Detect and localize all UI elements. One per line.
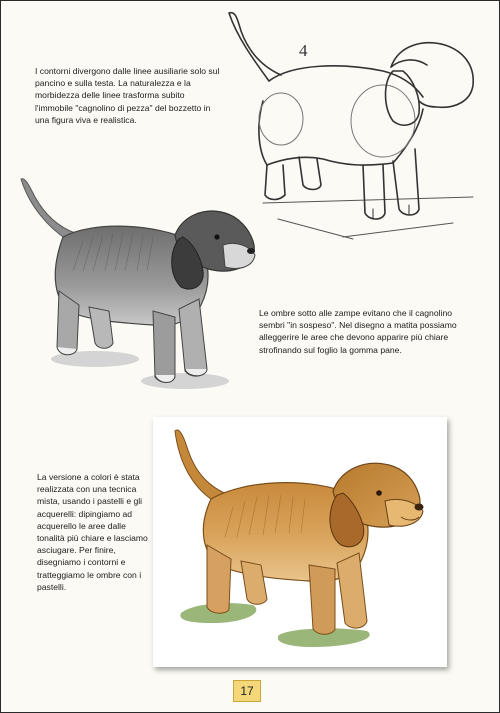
step-number: 4 — [299, 41, 308, 60]
paragraph-color-version: La versione a colori è stata realizzata con una tecnica mista, usando i pastelli e gli acquerelli: dipingiamo ad acquerello le aree dalle tonalità più chiare e lasciamo asciugare. Per finire, disegniamo i contorni e tratteggiamo le ombre con i pastelli. — [37, 472, 148, 592]
color-illustration-frame — [153, 417, 447, 667]
dog-color-painting — [153, 417, 447, 667]
dog-pencil-drawing — [13, 171, 263, 397]
page-number: 17 — [233, 680, 261, 702]
paragraph-outlines: I contorni divergono dalle linee ausiliarie solo sul pancino e sulla testa. La naturalezza e la morbidezza delle linee trasforma subito l'immobile "cagnolino di pezza" del bozzetto in una figura viva e realistica. — [35, 66, 220, 125]
paragraph-shadows: Le ombre sotto alle zampe evitano che il cagnolino sembri "in sospeso". Nel disegno a matita possiamo alleggerire le aree che devono apparire più chiare strofinando sul foglio la gomma pane. — [259, 308, 457, 355]
